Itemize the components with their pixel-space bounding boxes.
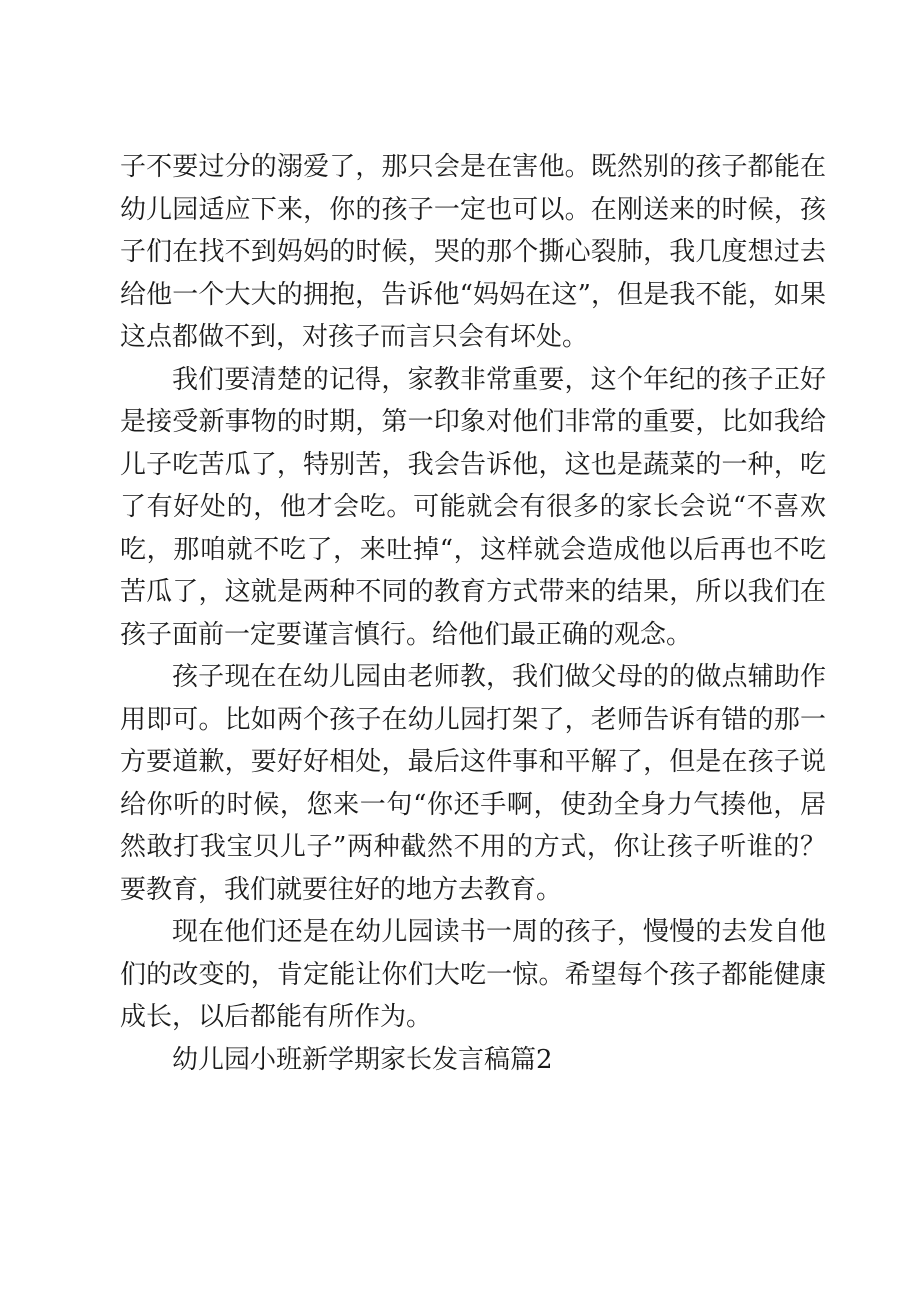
paragraph-closing: 现在他们还是在幼儿园读书一周的孩子，慢慢的去发自他们的改变的，肯定能让你们大吃一惊。希望每个孩子都能健康成长，以后都能有所作为。 [120, 917, 826, 1032]
paragraph-family-education: 我们要清楚的记得，家教非常重要，这个年纪的孩子正好是接受新事物的时期，第一印象对他们非常的重要，比如我给儿子吃苦瓜了，特别苦，我会告诉他，这也是蔬菜的一种，吃了有好处的，他才会吃。可能就会有很多的家长会说“不喜欢吃，那咱就不吃了，来吐掉“，这样就会造成他以后再也不吃苦瓜了，这就是两种不同的教育方式带来的结果，所以我们在孩子面前一定要谨言慎行。给他们最正确的观念。 [120, 364, 826, 650]
paragraph-teacher-role: 孩子现在在幼儿园由老师教，我们做父母的的做点辅助作用即可。比如两个孩子在幼儿园打架了，老师告诉有错的那一方要道歉，要好好相处，最后这件事和平解了，但是在孩子说给你听的时候，您来一句“你还手啊，使劲全身力气揍他，居然敢打我宝贝儿子”两种截然不用的方式，你让孩子听谁的？要教育，我们就要往好的地方去教育。 [120, 662, 826, 905]
section-heading: 幼儿园小班新学期家长发言稿篇2 [172, 1044, 553, 1075]
document-body [120, 146, 826, 1081]
paragraph-continued: 子不要过分的溺爱了，那只会是在害他。既然别的孩子都能在幼儿园适应下来，你的孩子一定也可以。在刚送来的时候，孩子们在找不到妈妈的时候，哭的那个撕心裂肺，我几度想过去给他一个大大的拥抱，告诉他“妈妈在这”，但是我不能，如果这点都做不到，对孩子而言只会有坏处。 [120, 152, 826, 352]
